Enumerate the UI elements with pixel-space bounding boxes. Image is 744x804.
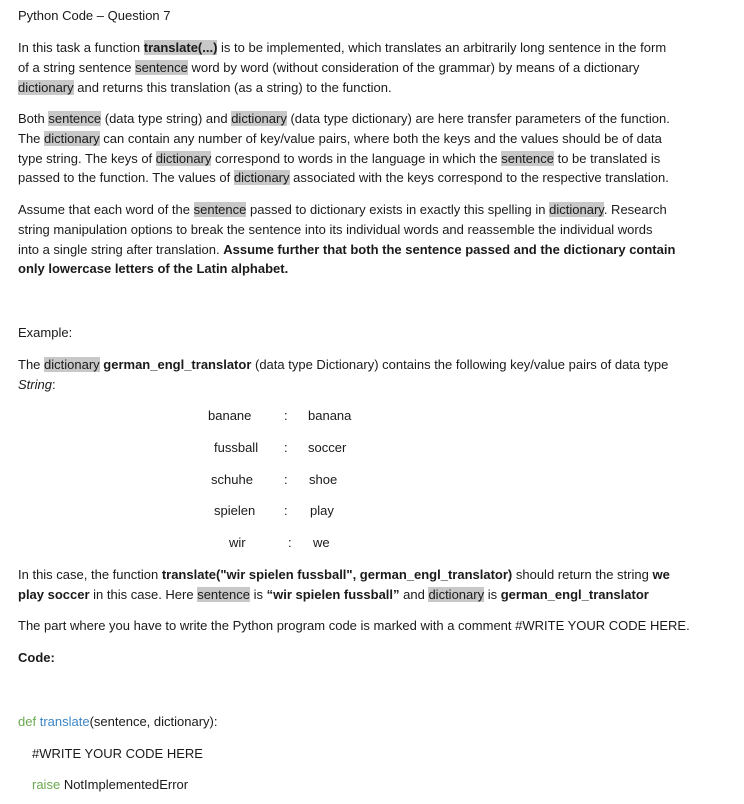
function-signature: (sentence, dictionary): <box>89 714 218 729</box>
sentence-highlight: sentence <box>135 60 188 75</box>
bold-text: only lowercase letters of the Latin alphabet. <box>18 261 289 276</box>
text: In this task a function <box>18 40 144 55</box>
pair-key: wir <box>229 535 246 550</box>
dictionary-highlight: dictionary <box>44 131 100 146</box>
p6-line: The part where you have to write the Python program code is marked with a comment #WRITE YOUR CODE HERE. <box>18 618 690 633</box>
text: In this case, the function <box>18 567 162 582</box>
dictionary-highlight: dictionary <box>549 202 604 217</box>
pair-key: spielen <box>214 503 256 518</box>
pair-value: we <box>313 535 330 550</box>
code-comment-line: #WRITE YOUR CODE HERE <box>32 746 203 761</box>
p3-line2: string manipulation options to break the sentence into its individual words and reassemble the individual words <box>18 222 653 237</box>
p3-line1 <box>18 200 667 219</box>
text: The <box>18 131 45 146</box>
p2-line3 <box>18 149 660 168</box>
text: The <box>18 357 45 372</box>
p1-line3 <box>18 78 392 97</box>
bold-text: Code: <box>18 650 55 665</box>
text: associated with the keys correspond to the respective translation. <box>289 170 669 185</box>
text: should return the string <box>512 567 653 582</box>
text: and <box>399 587 429 602</box>
sentence-highlight: sentence <box>48 111 102 126</box>
text: in this case. Here <box>89 587 198 602</box>
p1-line2 <box>18 58 639 77</box>
code-raise-line <box>32 775 188 794</box>
pair-key: banane <box>208 408 252 423</box>
italic-text: String <box>18 377 52 392</box>
p5-line1 <box>18 565 670 584</box>
text: into a single string after translation. <box>18 242 224 257</box>
p2-line2 <box>18 129 662 148</box>
function-name-highlight: translate(...) <box>143 40 218 55</box>
text: Both <box>18 111 49 126</box>
dictionary-highlight: dictionary <box>18 80 74 95</box>
text: Assume that each word of the <box>18 202 194 217</box>
pair-value: shoe <box>309 472 338 487</box>
bold-text: Assume further that both the sentence passed and the dictionary contain <box>223 242 676 257</box>
text: (data type dictionary) are here transfer parameters of the function. <box>286 111 670 126</box>
text: is to be implemented, which translates an arbitrarily long sentence in the form <box>217 40 667 55</box>
dictionary-name: german_engl_translator <box>500 587 649 602</box>
text: and returns this translation (as a string) to the function. <box>73 80 392 95</box>
pair-separator: : <box>284 440 288 455</box>
example-label: Example: <box>18 325 73 340</box>
text: is <box>484 587 501 602</box>
dictionary-highlight: dictionary <box>428 587 485 602</box>
p4-line1 <box>18 355 668 374</box>
keyword-raise: raise <box>32 777 61 792</box>
text: (data type Dictionary) contains the following key/value pairs of data type <box>251 357 669 372</box>
text: can contain any number of key/value pairs, where both the keys and the values should be of data <box>99 131 662 146</box>
bold-text: “wir spielen fussball” <box>266 587 400 602</box>
pair-separator: : <box>284 472 288 487</box>
p5-line2 <box>18 585 649 604</box>
text: . Research <box>603 202 667 217</box>
text: is <box>249 587 267 602</box>
pair-value: banana <box>308 408 352 423</box>
sentence-highlight: sentence <box>501 151 554 166</box>
p2-line1 <box>18 109 670 128</box>
p3-line3 <box>18 240 675 259</box>
bold-text: play soccer <box>18 587 90 602</box>
document-title: Python Code – Question 7 <box>18 8 171 23</box>
exception-name: NotImplementedError <box>63 777 189 792</box>
pair-key: fussball <box>214 440 259 455</box>
code-label <box>18 648 55 667</box>
sentence-highlight: sentence <box>197 587 250 602</box>
text: type string. The keys of <box>18 151 156 166</box>
text: of a string sentence <box>18 60 136 75</box>
p3-line4 <box>18 259 288 278</box>
function-name: translate <box>39 714 90 729</box>
text: correspond to words in the language in which the <box>211 151 502 166</box>
pair-separator: : <box>288 535 292 550</box>
pair-separator: : <box>284 503 288 518</box>
bold-text: we <box>652 567 670 582</box>
keyword-def: def <box>18 714 37 729</box>
p1-line1 <box>18 38 666 57</box>
text: passed to dictionary exists in exactly this spelling in <box>246 202 550 217</box>
pair-separator: : <box>284 408 288 423</box>
p2-line4 <box>18 168 669 187</box>
text: (data type string) and <box>101 111 232 126</box>
text: to be translated is <box>553 151 661 166</box>
dictionary-highlight: dictionary <box>231 111 287 126</box>
pair-key: schuhe <box>211 472 253 487</box>
dictionary-highlight: dictionary <box>233 170 290 185</box>
text: : <box>51 377 56 392</box>
p4-line2 <box>18 375 56 394</box>
dictionary-highlight: dictionary <box>155 151 212 166</box>
pair-value: soccer <box>308 440 347 455</box>
dictionary-highlight: dictionary <box>44 357 100 372</box>
text: word by word (without consideration of the grammar) by means of a dictionary <box>187 60 640 75</box>
dictionary-name: german_engl_translator <box>103 357 252 372</box>
code-def-line <box>18 712 217 731</box>
sentence-highlight: sentence <box>193 202 247 217</box>
function-call: translate("wir spielen fussball", german_engl_translator) <box>161 567 513 582</box>
text: passed to the function. The values of <box>18 170 234 185</box>
pair-value: play <box>310 503 334 518</box>
